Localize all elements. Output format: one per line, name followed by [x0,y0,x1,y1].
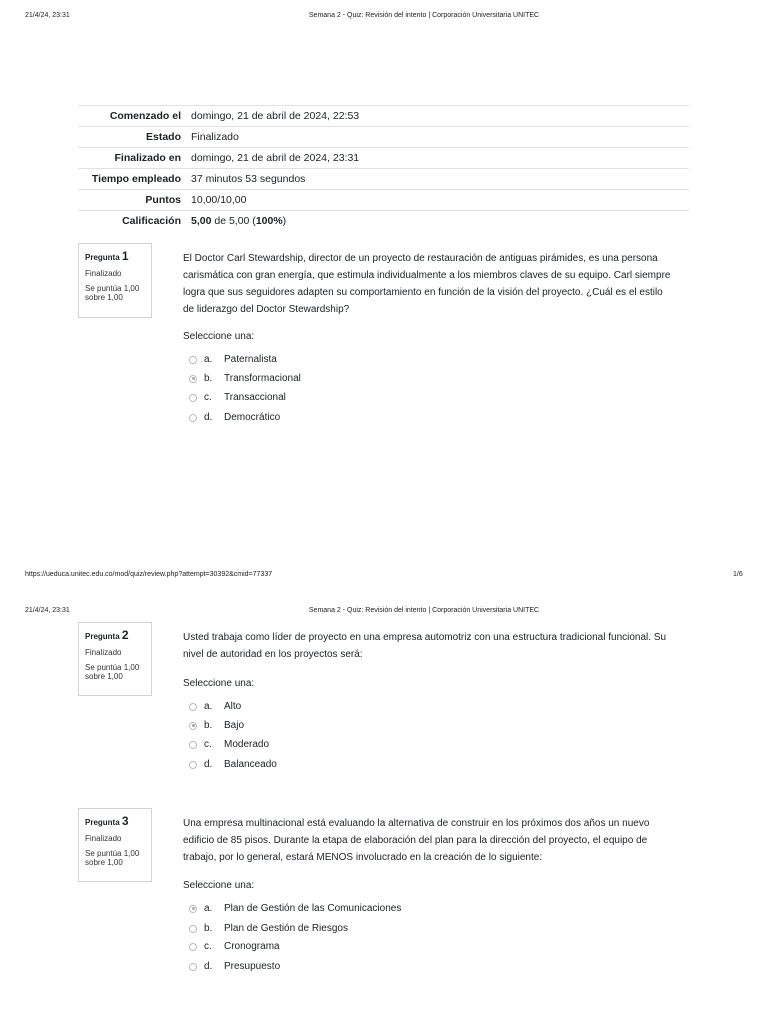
option-letter: b. [204,720,213,731]
select-one-prompt: Seleccione una: [183,331,255,342]
summary-label: Puntos [145,194,181,206]
radio-button-selected[interactable] [189,905,197,913]
question-state: Finalizado [85,834,122,843]
radio-button-selected[interactable] [189,375,197,383]
print-title: Semana 2 - Quiz: Revisión del intento | Corporación Universitaria UNITEC [308,607,540,614]
option-letter: d. [204,412,213,423]
option-letter: c. [204,941,212,952]
option-text: Transformacional [224,373,301,384]
question-text: El Doctor Carl Stewardship, director de un proyecto de restauración de antiguas pirámides, es una persona carismática con gran energía, que estimula individualmente a los miembros claves de su equipo. Carl siempre logra que sus seguidores adapten su comportamiento en función de la visión del proyecto. ¿Cuál es el estilo de liderazgo del Doctor Stewardship? [183,253,671,315]
option-text: Paternalista [224,354,277,365]
answer-option[interactable] [189,392,286,403]
answer-option[interactable] [189,412,280,423]
print-date: 21/4/24, 23:31 [25,12,70,19]
answer-option[interactable] [189,961,280,972]
print-date: 21/4/24, 23:31 [25,607,70,614]
question-number-value: 3 [121,814,129,828]
summary-row [78,127,689,148]
summary-label: Tiempo empleado [91,173,181,185]
answer-option[interactable] [189,739,269,750]
print-title: Semana 2 - Quiz: Revisión del intento | Corporación Universitaria UNITEC [308,12,540,19]
question-number [85,814,145,828]
summary-row [78,190,689,211]
summary-label: Finalizado en [114,152,181,164]
summary-value: domingo, 21 de abril de 2024, 22:53 [191,110,360,122]
answer-option[interactable] [189,903,401,914]
option-letter: d. [204,759,213,770]
option-letter: d. [204,961,213,972]
grade-label: Calificación [122,215,181,227]
grade-score: 5,00 [191,215,212,227]
radio-button-selected[interactable] [189,722,197,730]
question-info-box [78,808,152,882]
question-grade: Se puntúa 1,00 sobre 1,00 [85,849,140,867]
question-text: Usted trabaja como líder de proyecto en una empresa automotriz con una estructura tradicional funcional. Su nivel de autoridad en los proyectos será: [183,632,667,660]
option-text: Alto [224,701,242,712]
question-prefix: Pregunta [85,253,120,262]
option-letter: a. [204,354,213,365]
summary-value: 37 minutos 53 segundos [191,173,306,185]
question-info-box [78,622,152,696]
option-letter: c. [204,392,212,403]
option-text: Moderado [224,739,270,750]
question-number [85,628,145,642]
answer-option[interactable] [189,941,280,952]
question-number [85,249,145,263]
radio-button[interactable] [189,925,197,933]
summary-value: Finalizado [191,131,239,143]
radio-button[interactable] [189,963,197,971]
radio-button[interactable] [189,356,197,364]
summary-value: domingo, 21 de abril de 2024, 23:31 [191,152,360,164]
question-info-box [78,243,152,318]
grade-value [186,211,689,232]
option-text: Presupuesto [224,961,281,972]
option-text: Plan de Gestión de las Comunicaciones [224,903,402,914]
attempt-summary-table [78,105,689,231]
option-text: Transaccional [224,392,286,403]
answer-option[interactable] [189,354,277,365]
summary-row-grade [78,211,689,232]
option-letter: a. [204,903,213,914]
question-text: Una empresa multinacional está evaluando la alternativa de construir en los próximos dos años un nuevo edificio de 85 pisos. Durante la etapa de elaboración del plan para la dirección del proyecto, el equipo de trabajo, por lo general, estará MENOS involucrado en la creación de lo siguiente: [183,818,650,863]
grade-percent: 100% [255,215,283,227]
option-letter: a. [204,701,213,712]
option-letter: b. [204,923,213,934]
option-letter: b. [204,373,213,384]
summary-label: Estado [145,131,181,143]
summary-row [78,148,689,169]
radio-button[interactable] [189,741,197,749]
question-number-value: 1 [121,249,129,263]
grade-middle: de 5,00 ( [211,215,256,227]
grade-end: ) [282,215,287,227]
question-state: Finalizado [85,269,122,278]
option-text: Democrático [224,412,281,423]
summary-row [78,169,689,190]
question-number-value: 2 [121,628,129,642]
option-letter: c. [204,739,212,750]
radio-button[interactable] [189,761,197,769]
answer-option[interactable] [189,720,244,731]
question-grade: Se puntúa 1,00 sobre 1,00 [85,663,140,681]
answer-option[interactable] [189,373,301,384]
option-text: Balanceado [224,759,277,770]
answer-option[interactable] [189,701,241,712]
question-prefix: Pregunta [85,818,120,827]
answer-option[interactable] [189,759,277,770]
radio-button[interactable] [189,943,197,951]
print-url: https://ueduca.unitec.edu.co/mod/quiz/review.php?attempt=30392&cmid=77337 [25,571,273,578]
question-state: Finalizado [85,648,122,657]
summary-label: Comenzado el [109,110,181,122]
option-text: Cronograma [224,941,280,952]
option-text: Bajo [224,720,245,731]
select-one-prompt: Seleccione una: [183,880,255,891]
radio-button[interactable] [189,703,197,711]
print-page-number: 1/6 [733,571,743,578]
radio-button[interactable] [189,414,197,422]
summary-row [78,106,689,127]
option-text: Plan de Gestión de Riesgos [224,923,348,934]
select-one-prompt: Seleccione una: [183,678,255,689]
summary-value: 10,00/10,00 [191,194,247,206]
radio-button[interactable] [189,394,197,402]
answer-option[interactable] [189,923,348,934]
question-prefix: Pregunta [85,632,120,641]
question-grade: Se puntúa 1,00 sobre 1,00 [85,284,140,302]
